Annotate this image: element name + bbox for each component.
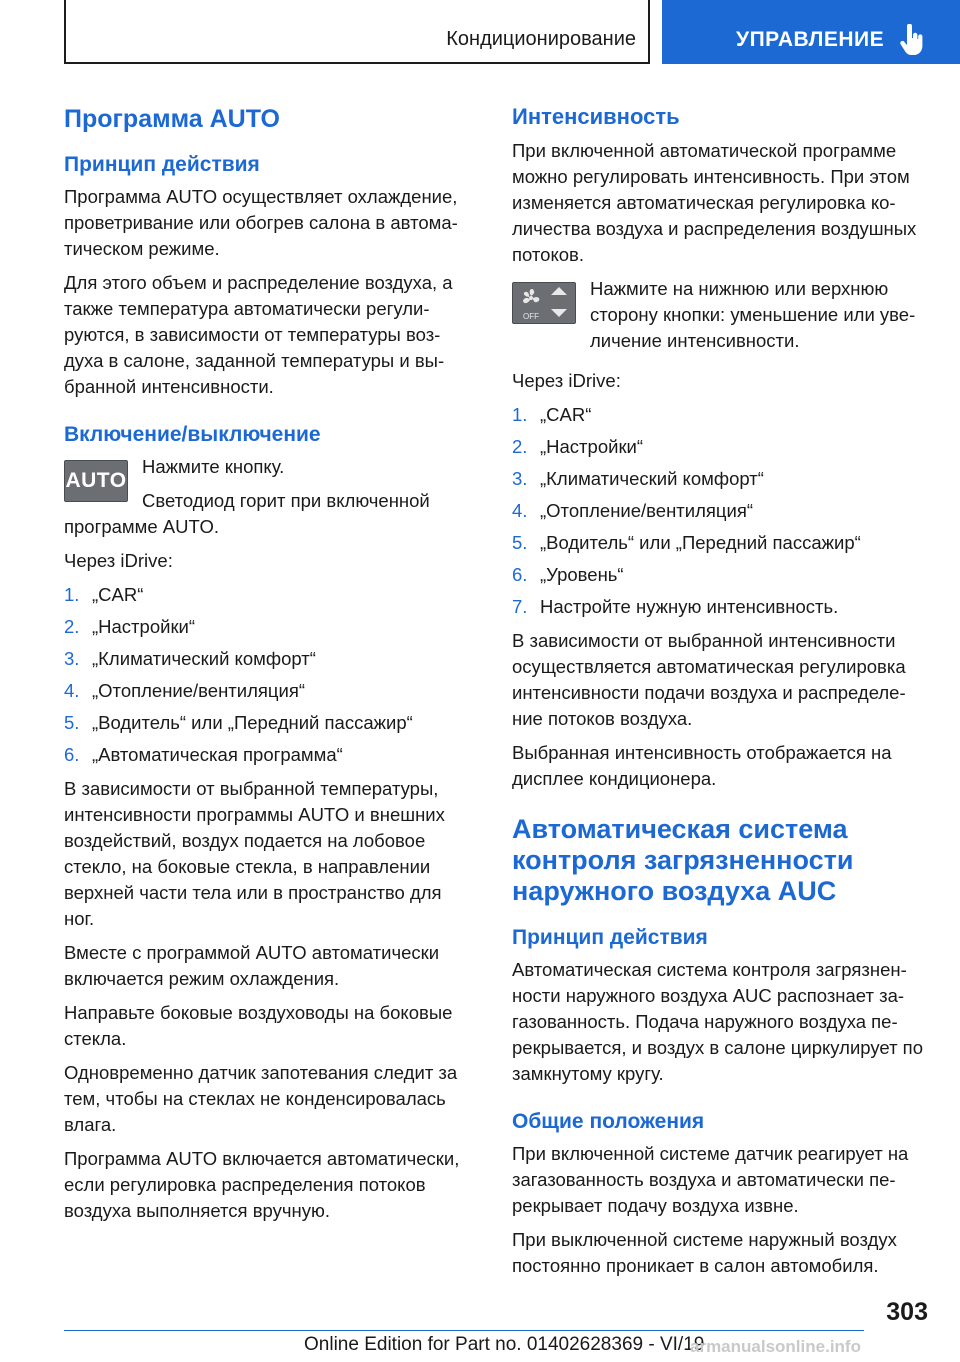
paragraph: Через iDrive:: [512, 370, 621, 391]
paragraph: Для этого объем и распределение воздуха, а также температура автоматически регули-руются, в зависимости от температуры воз-духа в салоне, заданной температуры и вы-бранной интенсивности.: [64, 272, 453, 397]
paragraph: В зависимости от выбранной температуры, интенсивности программы AUTO и внешних воздействий, воздух подается на лобовое стекло, на боковые стекла, в направлении верхней части тела или в пространство для ног.: [64, 778, 445, 929]
list-item: 5. „Водитель“ или „Передний пассажир“: [64, 712, 413, 733]
paragraph: Направьте боковые воздуховоды на боковые стекла.: [64, 1002, 453, 1049]
edition-info: Online Edition for Part no. 01402628369 - VI/19: [304, 1334, 705, 1355]
list-item: 7. Настройте нужную интенсивность.: [512, 596, 839, 617]
section-heading-auc: Автоматическая система контроля загрязненности наружного воздуха AUC: [512, 814, 854, 906]
paragraph: Одновременно датчик запотевания следит за тем, чтобы на стеклах не конденсировалась влага.: [64, 1062, 458, 1135]
hand-pointer-icon: [898, 24, 926, 56]
fan-intensity-button-icon: [512, 282, 576, 324]
subheading-intensity: Интенсивность: [512, 104, 680, 129]
auto-button-label: AUTO: [65, 469, 127, 492]
list-item: 4. „Отопление/вентиляция“: [64, 680, 306, 701]
auto-button-instruction: [64, 454, 476, 540]
fan-button-instruction: [512, 276, 924, 354]
paragraph: Нажмите кнопку.: [142, 456, 285, 477]
page-number: 303: [886, 1298, 928, 1326]
paragraph: Автоматическая система контроля загрязнен-ности наружного воздуха AUC распознает за-газованность. Подача наружного воздуха пе-рекрывается, и воздух в салоне циркулирует по замкнутому кругу.: [512, 959, 923, 1084]
idrive-steps-list: [512, 402, 924, 620]
paragraph: Светодиод горит при включенной программе AUTO.: [64, 490, 430, 537]
paragraph: Программа AUTO осуществляет охлаждение, проветривание или обогрев салона в автома-тическом режиме.: [64, 186, 458, 259]
svg-text:OFF: OFF: [523, 312, 539, 321]
footer-divider: [64, 1330, 864, 1331]
list-item: 6. „Автоматическая программа“: [64, 744, 343, 765]
section-heading-auto: Программа AUTO: [64, 105, 280, 133]
subheading-principle: Принцип действия: [64, 153, 260, 176]
list-item: 3. „Климатический комфорт“: [64, 648, 316, 669]
watermark: armanualsonline.info: [690, 1337, 861, 1356]
subheading-general: Общие положения: [512, 1110, 705, 1133]
paragraph: Через iDrive:: [64, 550, 173, 571]
right-column: [512, 104, 924, 1287]
paragraph: Вместе с программой AUTO автоматически включается режим охлаждения.: [64, 942, 440, 989]
left-column: [64, 104, 476, 1232]
list-item: 2. „Настройки“: [64, 616, 196, 637]
header-chapter-box: [64, 0, 650, 64]
list-item: 6. „Уровень“: [512, 564, 624, 585]
paragraph: При включенной системе датчик реагирует на загазованность воздуха и автоматически пе-рекрывает подачу воздуха извне.: [512, 1143, 909, 1216]
paragraph: В зависимости от выбранной интенсивности осуществляется автоматическая регулировка интенсивности подачи воздуха и распределе-ние потоков воздуха.: [512, 630, 906, 729]
section-tab: [662, 0, 960, 64]
section-title: УПРАВЛЕНИЕ: [736, 28, 885, 51]
idrive-steps-list: [64, 582, 476, 768]
paragraph: При выключенной системе наружный воздух постоянно проникает в салон автомобиля.: [512, 1229, 897, 1276]
paragraph: Нажмите на нижнюю или верхнюю сторону кнопки: уменьшение или уве-личение интенсивности.: [590, 278, 916, 351]
list-item: 5. „Водитель“ или „Передний пассажир“: [512, 532, 861, 553]
list-item: 3. „Климатический комфорт“: [512, 468, 764, 489]
paragraph: Программа AUTO включается автоматически, если регулировка распределения потоков воздуха выполняется вручную.: [64, 1148, 460, 1221]
list-item: 1. „CAR“: [64, 584, 144, 605]
chapter-title: Кондиционирование: [446, 28, 636, 50]
auto-button-icon: [64, 460, 128, 502]
fan-icon: [513, 283, 575, 323]
subheading-principle: Принцип действия: [512, 926, 708, 949]
paragraph: При включенной автоматической программе можно регулировать интенсивность. При этом изменяется автоматическая регулировка ко-личества воздуха и распределения воздушных потоков.: [512, 140, 917, 265]
subheading-on-off: Включение/выключение: [64, 423, 321, 446]
list-item: 2. „Настройки“: [512, 436, 644, 457]
list-item: 4. „Отопление/вентиляция“: [512, 500, 754, 521]
paragraph: Выбранная интенсивность отображается на дисплее кондиционера.: [512, 742, 892, 789]
list-item: 1. „CAR“: [512, 404, 592, 425]
